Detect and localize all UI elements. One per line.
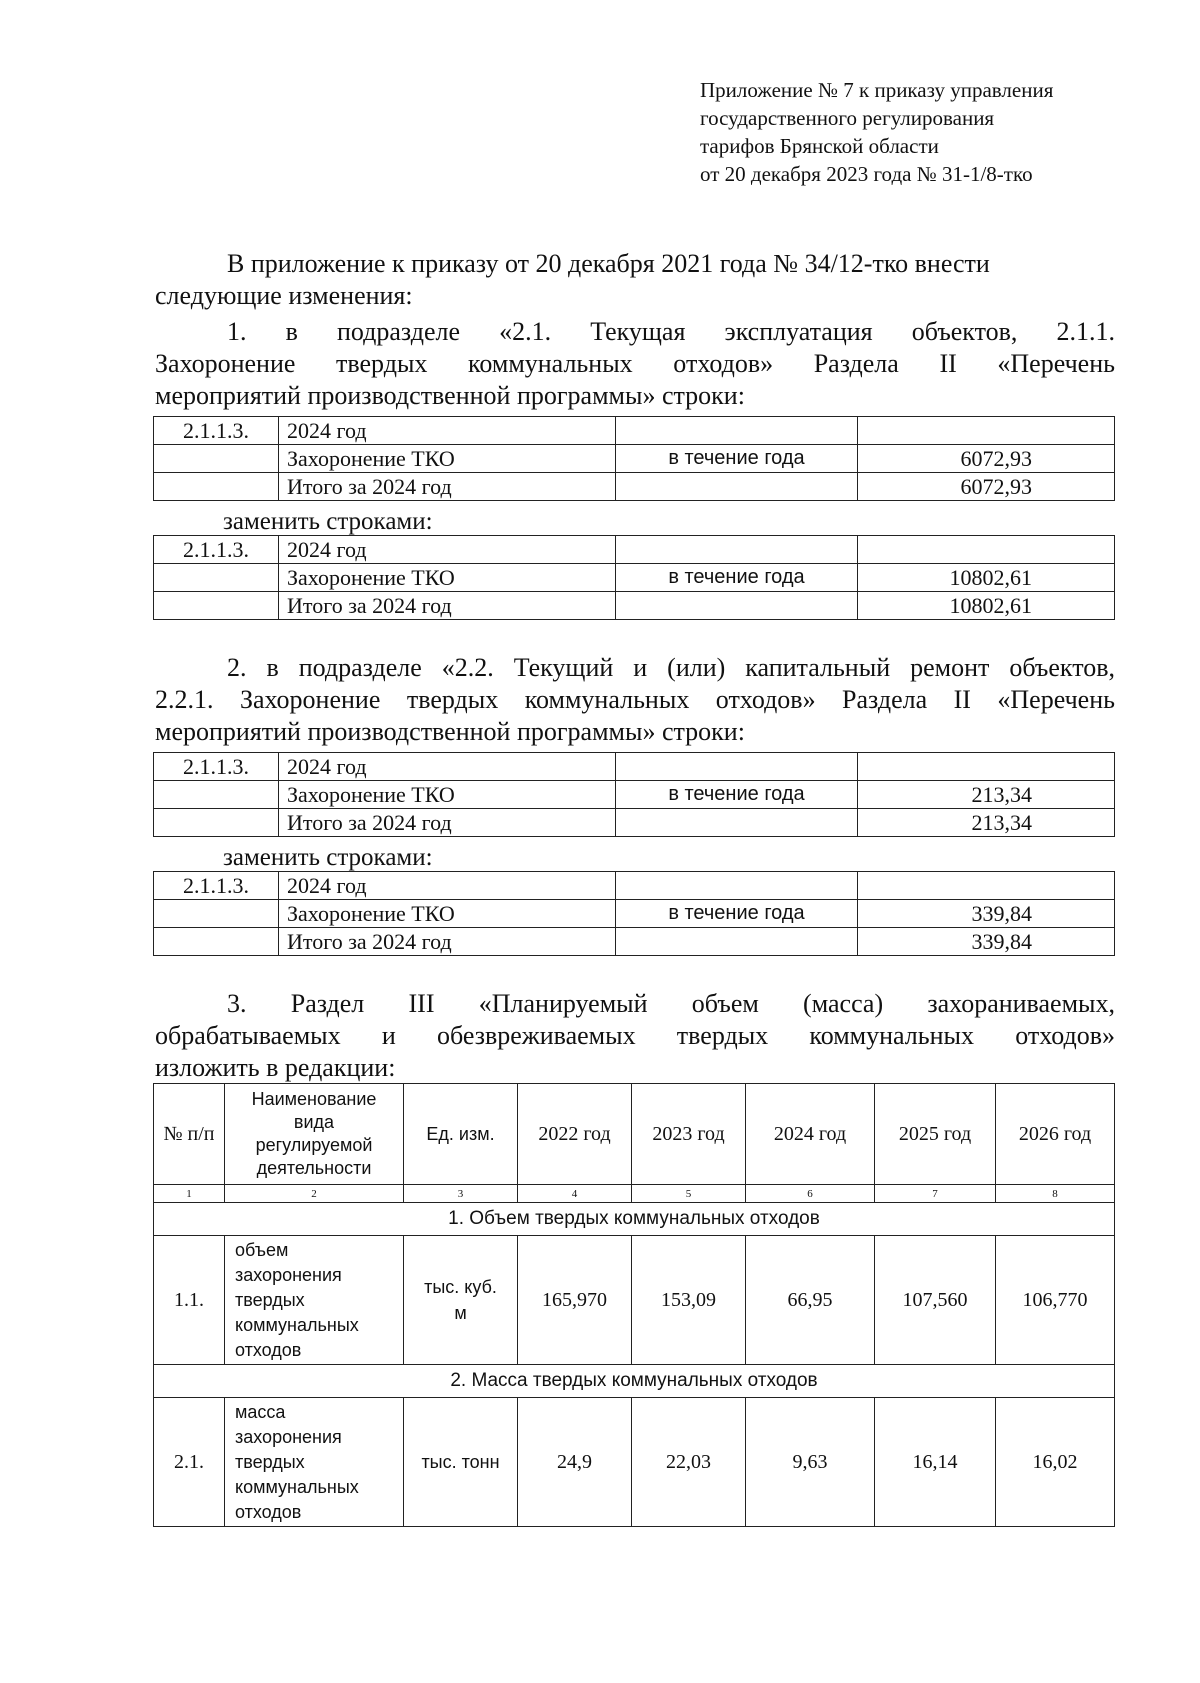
intro-paragraph: [155, 248, 1115, 312]
item-3-paragraph: [155, 988, 1115, 1084]
appendix-header-note: [700, 76, 1120, 188]
header-line: от 20 декабря 2023 года № 31-1/8-тко: [700, 162, 1033, 186]
code-cell: 2.1.1.3.: [154, 536, 279, 564]
item-2-paragraph: [155, 652, 1115, 748]
value-cell: 213,34: [858, 781, 1115, 809]
total-value-cell: 213,34: [858, 809, 1115, 837]
section-row: [154, 1203, 1115, 1236]
value-2023: 22,03: [632, 1398, 746, 1527]
value-2023: 153,09: [632, 1236, 746, 1365]
year-cell: 2024 год: [279, 753, 616, 781]
value-cell: 6072,93: [858, 445, 1115, 473]
col-number: 3: [404, 1185, 518, 1203]
col-number: 4: [518, 1185, 632, 1203]
planned-volume-table: [153, 1083, 1115, 1527]
header-num: № п/п: [154, 1084, 225, 1185]
header-activity-name: Наименование вида регулируемой деятельности: [225, 1084, 404, 1185]
item-2-line-3: мероприятий производственной программы» строки:: [155, 717, 745, 746]
period-cell: в течение года: [616, 445, 858, 473]
value-cell: 10802,61: [858, 564, 1115, 592]
value-cell: 339,84: [858, 900, 1115, 928]
item-1-line-1: 1. в подразделе «2.1. Текущая эксплуатация объектов, 2.1.1.: [227, 317, 1115, 346]
value-2025: 16,14: [875, 1398, 996, 1527]
table-row: [154, 872, 1115, 900]
activity-cell: Захоронение ТКО: [279, 564, 616, 592]
table-row: [154, 753, 1115, 781]
table-row: [154, 417, 1115, 445]
section-2-title: 2. Масса твердых коммунальных отходов: [154, 1365, 1115, 1398]
item-3-line-3: изложить в редакции:: [155, 1053, 396, 1082]
value-2022: 165,970: [518, 1236, 632, 1365]
code-cell: 2.1.1.3.: [154, 753, 279, 781]
column-numbers-row: [154, 1185, 1115, 1203]
activity-cell: Захоронение ТКО: [279, 781, 616, 809]
col-number: 6: [746, 1185, 875, 1203]
table-row: [154, 900, 1115, 928]
table-row: [154, 445, 1115, 473]
table-header-row: [154, 1084, 1115, 1185]
table-row: [154, 592, 1115, 620]
col-number: 2: [225, 1185, 404, 1203]
table-1-new-rows: [153, 535, 1115, 620]
section-row: [154, 1365, 1115, 1398]
value-2026: 106,770: [996, 1236, 1115, 1365]
item-3-line-1: 3. Раздел III «Планируемый объем (масса) захораниваемых,: [227, 989, 1115, 1018]
header-2022: 2022 год: [518, 1084, 632, 1185]
period-cell: в течение года: [616, 900, 858, 928]
item-2-line-1: 2. в подразделе «2.2. Текущий и (или) капитальный ремонт объектов,: [227, 653, 1115, 682]
header-2023: 2023 год: [632, 1084, 746, 1185]
total-label-cell: Итого за 2024 год: [279, 473, 616, 501]
table-row: [154, 1398, 1115, 1527]
row-unit: тыс. тонн: [404, 1398, 518, 1527]
year-cell: 2024 год: [279, 872, 616, 900]
table-row: [154, 781, 1115, 809]
table-2-old-rows: [153, 752, 1115, 837]
header-2026: 2026 год: [996, 1084, 1115, 1185]
code-cell: 2.1.1.3.: [154, 417, 279, 445]
intro-line-1: В приложение к приказу от 20 декабря 2021 года № 34/12-тко внести: [227, 249, 990, 278]
period-cell: в течение года: [616, 781, 858, 809]
table-row: [154, 809, 1115, 837]
item-1-line-2: Захоронение твердых коммунальных отходов» Раздела II «Перечень: [155, 349, 1115, 378]
value-2026: 16,02: [996, 1398, 1115, 1527]
header-2025: 2025 год: [875, 1084, 996, 1185]
total-label-cell: Итого за 2024 год: [279, 928, 616, 956]
value-2024: 66,95: [746, 1236, 875, 1365]
period-cell: в течение года: [616, 564, 858, 592]
activity-cell: Захоронение ТКО: [279, 900, 616, 928]
year-cell: 2024 год: [279, 417, 616, 445]
year-cell: 2024 год: [279, 536, 616, 564]
table-2-new-rows: [153, 871, 1115, 956]
header-line: Приложение № 7 к приказу управления: [700, 78, 1054, 102]
total-label-cell: Итого за 2024 год: [279, 809, 616, 837]
section-1-title: 1. Объем твердых коммунальных отходов: [154, 1203, 1115, 1236]
table-row: [154, 536, 1115, 564]
replace-label: заменить строками:: [223, 844, 433, 871]
item-1-paragraph: [155, 316, 1115, 412]
table-row: [154, 928, 1115, 956]
col-number: 5: [632, 1185, 746, 1203]
header-line: государственного регулирования: [700, 106, 995, 130]
col-number: 7: [875, 1185, 996, 1203]
row-activity-name: объем захоронения твердых коммунальных отходов: [225, 1236, 404, 1365]
intro-line-2: следующие изменения:: [155, 281, 413, 310]
item-2-line-2: 2.2.1. Захоронение твердых коммунальных отходов» Раздела II «Перечень: [155, 685, 1115, 714]
header-2024: 2024 год: [746, 1084, 875, 1185]
value-2024: 9,63: [746, 1398, 875, 1527]
row-unit: тыс. куб. м: [404, 1236, 518, 1365]
code-cell: 2.1.1.3.: [154, 872, 279, 900]
table-1-old-rows: [153, 416, 1115, 501]
row-num: 2.1.: [154, 1398, 225, 1527]
total-label-cell: Итого за 2024 год: [279, 592, 616, 620]
header-line: тарифов Брянской области: [700, 134, 939, 158]
value-2022: 24,9: [518, 1398, 632, 1527]
table-row: [154, 1236, 1115, 1365]
replace-label: заменить строками:: [223, 508, 433, 535]
item-1-line-3: мероприятий производственной программы» строки:: [155, 381, 745, 410]
total-value-cell: 339,84: [858, 928, 1115, 956]
activity-cell: Захоронение ТКО: [279, 445, 616, 473]
header-unit: Ед. изм.: [404, 1084, 518, 1185]
total-value-cell: 6072,93: [858, 473, 1115, 501]
row-activity-name: масса захоронения твердых коммунальных отходов: [225, 1398, 404, 1527]
value-2025: 107,560: [875, 1236, 996, 1365]
total-value-cell: 10802,61: [858, 592, 1115, 620]
col-number: 8: [996, 1185, 1115, 1203]
row-num: 1.1.: [154, 1236, 225, 1365]
table-row: [154, 473, 1115, 501]
item-3-line-2: обрабатываемых и обезвреживаемых твердых коммунальных отходов»: [155, 1021, 1115, 1050]
table-row: [154, 564, 1115, 592]
col-number: 1: [154, 1185, 225, 1203]
